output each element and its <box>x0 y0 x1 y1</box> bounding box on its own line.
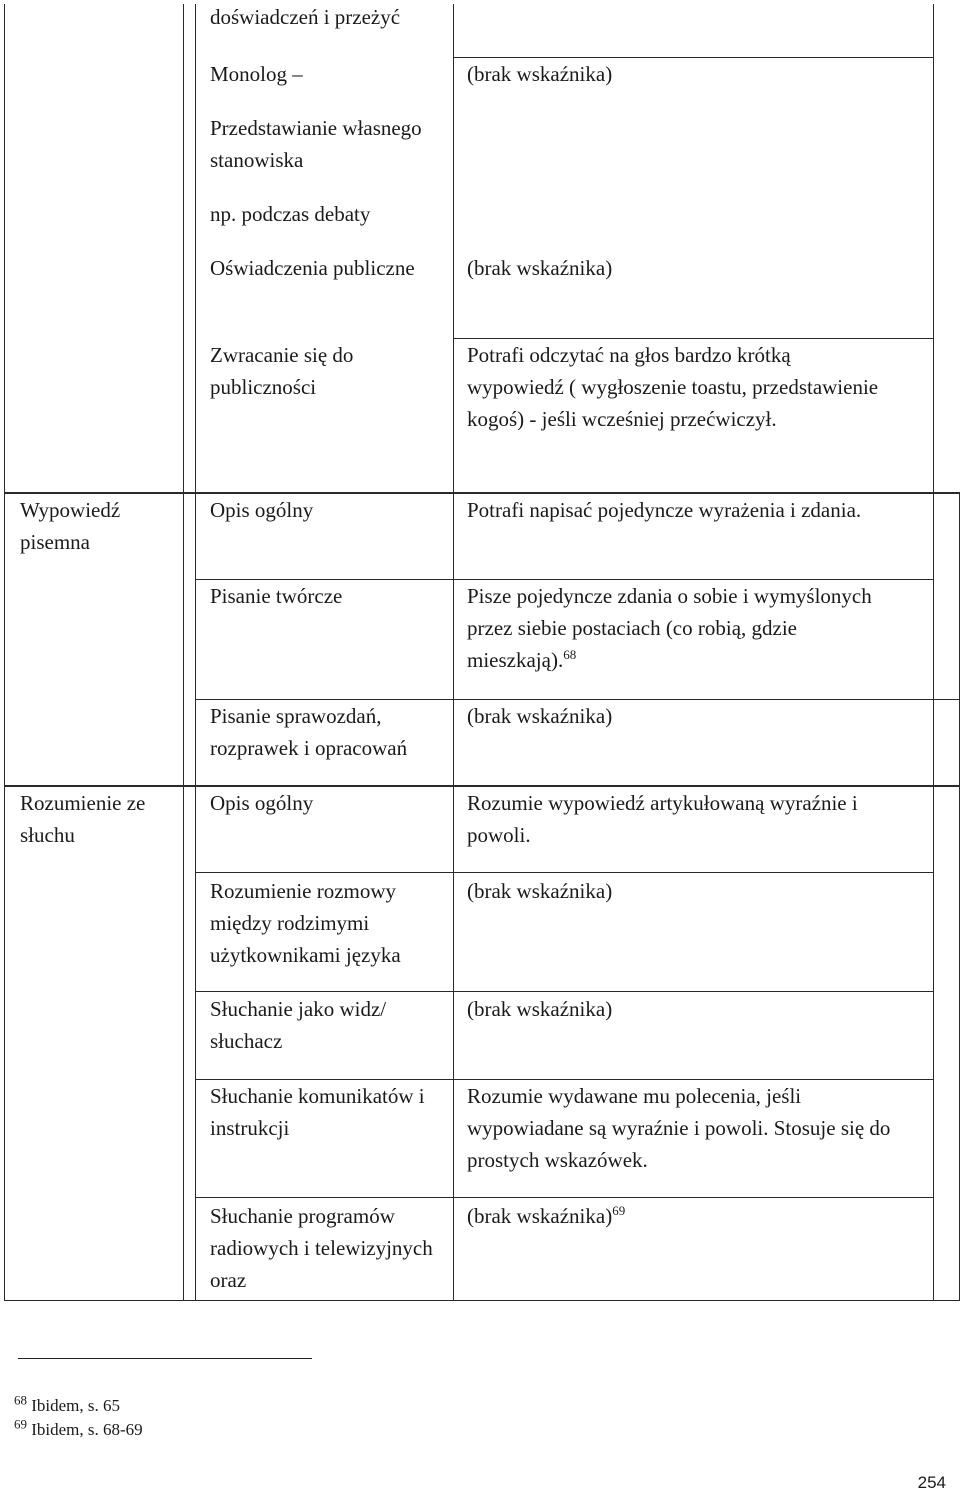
column-divider-3 <box>933 4 934 1301</box>
column-divider-1a <box>183 4 184 1301</box>
indicator-cell: (brak wskaźnika) <box>467 997 613 1021</box>
subcategory-cell: Opis ogólny <box>210 791 314 815</box>
page-number: 254 <box>917 1473 946 1492</box>
subcategory-cell: doświadczeń i przeżyć <box>210 5 401 29</box>
row-divider <box>196 991 934 992</box>
subcategory-cell: Przedstawianie własnego stanowiska <box>210 116 422 172</box>
footnote-number: 69 <box>14 1416 27 1432</box>
table-border-left <box>4 4 5 1301</box>
footnote-text: Ibidem, s. 65 <box>31 1396 121 1415</box>
indicator-cell: Potrafi odczytać na głos bardzo krótką wypowiedź ( wygłoszenie toastu, przedstawienie kogoś) - jeśli wcześniej przećwiczył. <box>467 343 879 431</box>
subcategory-cell: Monolog – <box>210 62 303 86</box>
skill-category-cell: Wypowiedź pisemna <box>20 498 121 554</box>
footnote <box>14 1392 121 1416</box>
subcategory-cell: Rozumienie rozmowy między rodzimymi użytkownikami języka <box>210 879 401 967</box>
indicator-cell: Potrafi napisać pojedyncze wyrażenia i zdania. <box>467 498 862 522</box>
row-divider <box>196 872 934 873</box>
footnote-ref: 69 <box>612 1203 626 1218</box>
indicator-text: (brak wskaźnika) <box>467 1204 613 1228</box>
indicator-cell: (brak wskaźnika) <box>467 704 613 728</box>
skill-category-cell: Rozumienie ze słuchu <box>20 791 146 847</box>
footnote <box>14 1416 143 1440</box>
indicator-cell: (brak wskaźnika) <box>467 256 613 280</box>
footnote-number: 68 <box>14 1392 27 1408</box>
indicator-cell: (brak wskaźnika) <box>467 879 613 903</box>
indicator-cell: Rozumie wydawane mu polecenia, jeśli wypowiadane są wyraźnie i powoli. Stosuje się do prostych wskazówek. <box>467 1084 891 1172</box>
indicator-cell: Rozumie wypowiedź artykułowaną wyraźnie i powoli. <box>467 791 858 847</box>
subcategory-cell: Zwracanie się do publiczności <box>210 343 354 399</box>
indicator-table <box>4 4 960 1301</box>
table-border-bottom <box>4 1300 960 1301</box>
indicator-cell <box>467 1200 927 1232</box>
subcategory-cell: Słuchanie programów radiowych i telewizyjnych oraz <box>210 1204 433 1292</box>
footnote-ref: 68 <box>563 647 577 662</box>
subcategory-cell: Oświadczenia publiczne <box>210 256 415 280</box>
subcategory-cell: Pisanie sprawozdań, rozprawek i opracowań <box>210 704 408 760</box>
subcategory-cell: Słuchanie komunikatów i instrukcji <box>210 1084 425 1140</box>
indicator-text: Pisze pojedyncze zdania o sobie i wymyślonych przez siebie postaciach (co robią, gdzie mieszkają). <box>467 584 872 672</box>
subcategory-cell: np. podczas debaty <box>210 202 371 226</box>
subcategory-cell: Pisanie twórcze <box>210 584 343 608</box>
column-divider-1b <box>195 4 196 1301</box>
subcategory-cell: Opis ogólny <box>210 498 314 522</box>
indicator-cell <box>467 580 907 676</box>
indicator-cell: (brak wskaźnika) <box>467 62 613 86</box>
subcategory-cell: Słuchanie jako widz/ słuchacz <box>210 997 387 1053</box>
footnote-separator <box>18 1358 312 1359</box>
footnote-text: Ibidem, s. 68-69 <box>31 1420 143 1439</box>
row-divider <box>196 1197 934 1198</box>
column-divider-2 <box>453 4 454 1301</box>
